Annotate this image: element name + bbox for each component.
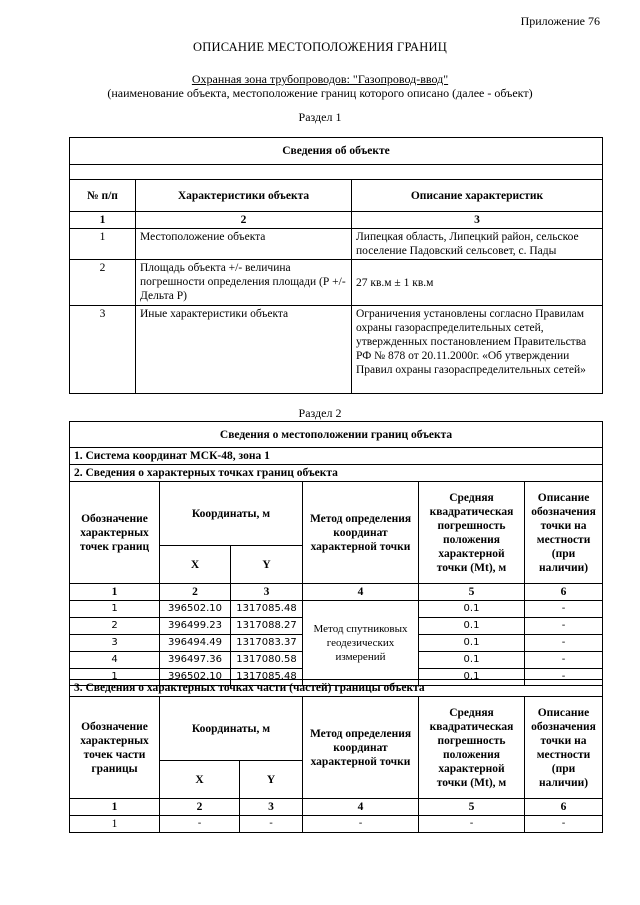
col-desc-header: Описание обозначения точки на местности (при наличии) (525, 697, 603, 799)
point-mt: 0.1 (419, 635, 525, 652)
col-mt-header: Средняя квадратическая погрешность положения характерной точки (Mt), м (419, 482, 525, 584)
row-num: 1 (70, 229, 136, 260)
col-mt-header: Средняя квадратическая погрешность положения характерной точки (Mt), м (419, 697, 525, 799)
row-char: Площадь объекта +/- величина погрешности определения площади (Р +/- Дельта Р) (136, 260, 352, 306)
table-row (70, 229, 603, 260)
col-points-part-header: Обозначение характерных точек части границы (70, 697, 160, 799)
coordinate-system: 1. Система координат МСК-48, зона 1 (70, 448, 603, 465)
boundary-points-subtitle: 2. Сведения о характерных точках границ объекта (70, 465, 603, 482)
point-y: 1317085.48 (231, 669, 303, 686)
point-mt: 0.1 (419, 669, 525, 686)
section1-label: Раздел 1 (298, 110, 342, 124)
boundary-points-table (69, 421, 603, 686)
row-char: Иные характеристики объекта (136, 306, 352, 394)
part-point-mt: - (419, 816, 525, 833)
index-cell: 3 (352, 212, 603, 229)
col-method-header: Метод определения координат характерной точки (303, 697, 419, 799)
point-y: 1317080.58 (231, 652, 303, 669)
col-method-header: Метод определения координат характерной точки (303, 482, 419, 584)
point-x: 396502.10 (160, 669, 231, 686)
method-cell: Метод спутниковых геодезических измерений (303, 601, 419, 686)
col-y-header: Y (240, 761, 303, 799)
point-mt: 0.1 (419, 618, 525, 635)
col-desc-header: Описание обозначения точки на местности (при наличии) (525, 482, 603, 584)
col-coords-header: Координаты, м (160, 697, 303, 761)
col-y-header: Y (231, 546, 303, 584)
row-num: 2 (70, 260, 136, 306)
point-desc: - (525, 618, 603, 635)
index-cell: 2 (136, 212, 352, 229)
point-x: 396497.36 (160, 652, 231, 669)
index-cell: 5 (419, 799, 525, 816)
index-cell: 1 (70, 584, 160, 601)
table-row (70, 816, 603, 833)
col-num-header: № п/п (70, 180, 136, 212)
row-num: 3 (70, 306, 136, 394)
point-desc: - (525, 669, 603, 686)
index-cell: 6 (525, 584, 603, 601)
point-y: 1317085.48 (231, 601, 303, 618)
part-boundary-table (69, 679, 603, 833)
index-cell: 2 (160, 584, 231, 601)
point-x: 396502.10 (160, 601, 231, 618)
point-desc: - (525, 601, 603, 618)
index-cell: 5 (419, 584, 525, 601)
object-name (0, 72, 640, 87)
index-cell: 3 (240, 799, 303, 816)
section2-label: Раздел 2 (298, 406, 342, 420)
index-cell: 6 (525, 799, 603, 816)
col-char-header: Характеристики объекта (136, 180, 352, 212)
part-points-subtitle: 3. Сведения о характерных точках части (частей) границы объекта (70, 680, 603, 697)
col-coords-header: Координаты, м (160, 482, 303, 546)
index-cell: 2 (160, 799, 240, 816)
row-desc: Липецкая область, Липецкий район, сельское поселение Падовский сельсовет, с. Пады (352, 229, 603, 260)
row-desc: Ограничения установлены согласно Правилам охраны газораспределительных сетей, утвержденных постановлением Правительства РФ № 878 от 20.11.2000г. «Об утверждении Правил охраны газораспределительных сетей» (352, 306, 603, 394)
spacer-row (70, 165, 603, 180)
index-cell: 3 (231, 584, 303, 601)
part-point-y: - (240, 816, 303, 833)
part-point-method: - (303, 816, 419, 833)
part-point-desc: - (525, 816, 603, 833)
point-id: 3 (70, 635, 160, 652)
point-y: 1317083.37 (231, 635, 303, 652)
document-title: ОПИСАНИЕ МЕСТОПОЛОЖЕНИЯ ГРАНИЦ (193, 40, 447, 54)
point-y: 1317088.27 (231, 618, 303, 635)
index-cell: 1 (70, 799, 160, 816)
object-name-note: (наименование объекта, местоположение границ которого описано (далее - объект) (107, 86, 533, 100)
index-cell: 4 (303, 584, 419, 601)
table-row (70, 260, 603, 306)
col-points-header: Обозначение характерных точек границ (70, 482, 160, 584)
col-x-header: X (160, 546, 231, 584)
col-desc-header: Описание характеристик (352, 180, 603, 212)
table-row (70, 601, 603, 618)
point-mt: 0.1 (419, 601, 525, 618)
point-desc: - (525, 635, 603, 652)
index-cell: 1 (70, 212, 136, 229)
row-char: Местоположение объекта (136, 229, 352, 260)
part-point-id: 1 (70, 816, 160, 833)
appendix-label: Приложение 76 (520, 14, 600, 28)
point-mt: 0.1 (419, 652, 525, 669)
point-id: 2 (70, 618, 160, 635)
object-info-table (69, 137, 603, 394)
col-x-header: X (160, 761, 240, 799)
point-desc: - (525, 652, 603, 669)
part-point-x: - (160, 816, 240, 833)
point-x: 396494.49 (160, 635, 231, 652)
row-desc: 27 кв.м ± 1 кв.м (352, 260, 603, 306)
point-id: 4 (70, 652, 160, 669)
table-row (70, 306, 603, 394)
point-x: 396499.23 (160, 618, 231, 635)
index-cell: 4 (303, 799, 419, 816)
point-id: 1 (70, 669, 160, 686)
object-name-text: Охранная зона трубопроводов: "Газопровод-ввод" (191, 72, 449, 86)
boundary-table-title: Сведения о местоположении границ объекта (70, 422, 603, 448)
point-id: 1 (70, 601, 160, 618)
object-info-title: Сведения об объекте (70, 138, 603, 165)
